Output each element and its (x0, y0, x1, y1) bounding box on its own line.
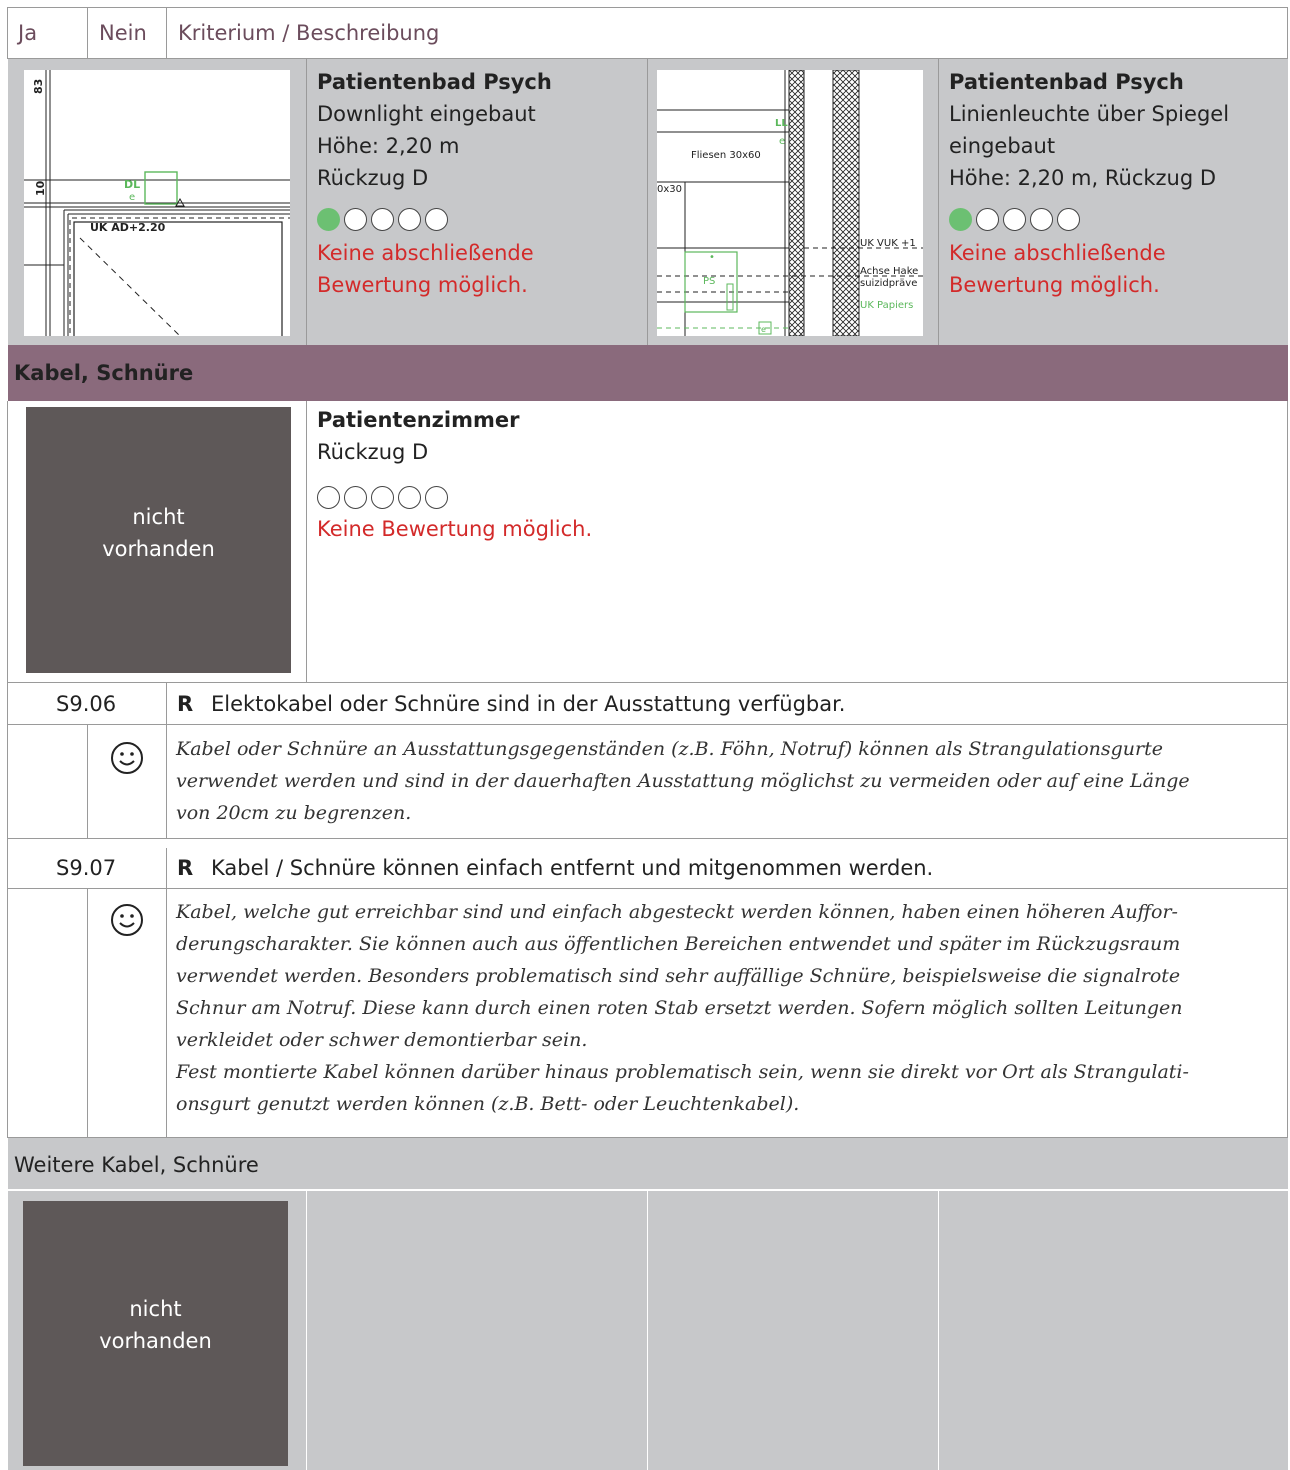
card-patientenbad-2 (949, 66, 1284, 301)
note-line: onsgurt genutzt werden können (z.B. Bett- oder Leuchtenkabel). (176, 1093, 800, 1115)
placeholder-box (23, 1201, 288, 1466)
rating-dot (949, 208, 972, 231)
rating-dots (949, 208, 1284, 231)
header-nein: Nein (99, 21, 147, 45)
uk-ad-label: UK AD+2.20 (90, 221, 166, 234)
rating-dot (1003, 208, 1026, 231)
floorplan-image-2 (657, 70, 923, 336)
criterion-note-row (7, 725, 1288, 839)
rating-dot (1030, 208, 1053, 231)
card-patientenzimmer (317, 404, 917, 545)
criterion-code: S9.07 (56, 856, 117, 880)
criterion-text: Kabel / Schnüre können einfach entfernt und mitgenommen werden. (211, 856, 934, 880)
note-line: von 20cm zu begrenzen. (176, 802, 412, 824)
rating-dot (371, 208, 394, 231)
rating-dot (425, 486, 448, 509)
rating-dot (344, 486, 367, 509)
card-line: Rückzug D (317, 166, 429, 190)
card-title: Patientenzimmer (317, 408, 520, 432)
rating-dots (317, 208, 637, 231)
section-header-kabel (8, 345, 1288, 401)
verdict-line: Keine abschließende (949, 241, 1166, 265)
criterion-prefix: R (177, 856, 194, 880)
section-title: Weitere Kabel, Schnüre (14, 1153, 259, 1177)
rating-dot (425, 208, 448, 231)
fliesen-label: Fliesen 30x60 (691, 150, 761, 161)
dim-83: 83 (32, 78, 45, 94)
note-line: Fest montierte Kabel können darüber hinaus problematisch sein, wenn sie direkt vor Ort als Strangulati- (176, 1061, 1189, 1083)
rating-dot (398, 486, 421, 509)
floorplan-image-1 (24, 70, 290, 336)
rating-dot (1057, 208, 1080, 231)
rating-dot (976, 208, 999, 231)
floorplan-drawing-1 (24, 70, 290, 336)
section-title: Kabel, Schnüre (14, 361, 194, 385)
header-ja: Ja (18, 21, 38, 45)
card-line: Höhe: 2,20 m, Rückzug D (949, 166, 1217, 190)
verdict-line: Bewertung möglich. (317, 273, 528, 297)
rating-dot (317, 486, 340, 509)
table-header (7, 7, 1288, 59)
card-line: Downlight eingebaut (317, 102, 536, 126)
criterion-prefix: R (177, 692, 194, 716)
note-line: Kabel oder Schnüre an Ausstattungsgegenständen (z.B. Föhn, Notruf) können als Strangulationsgurte (176, 738, 1163, 760)
dot-mark: • (709, 252, 715, 263)
rating-dot (398, 208, 421, 231)
note-line: derungscharakter. Sie können auch aus öffentlichen Bereichen entwendet und später im Rückzugsraum (176, 933, 1181, 955)
note-line: verwendet werden. Besonders problematisch sind sehr auffällige Schnüre, beispielsweise die signalrote (176, 965, 1181, 987)
dim-10: 10 (34, 180, 47, 196)
placeholder-box (26, 407, 291, 673)
mark-dl-sub: e (129, 192, 136, 203)
note-line: Kabel, welche gut erreichbar sind und einfach abgesteckt werden können, haben einen höheren Auffor- (176, 901, 1178, 923)
criterion-note (176, 896, 1281, 1120)
smiley-icon (110, 903, 144, 937)
floorplan-drawing-2 (657, 70, 923, 336)
rating-dot (371, 486, 394, 509)
mark-ll: LL (775, 118, 788, 129)
card-title: Patientenbad Psych (949, 70, 1184, 94)
card-line: Rückzug D (317, 440, 429, 464)
note-line: Schnur am Notruf. Diese kann durch einen roten Stab ersetzt werden. Sofern möglich sollten Leitungen (176, 997, 1183, 1019)
fliesen-label-2: 0x30 (657, 184, 683, 195)
card-line: eingebaut (949, 134, 1056, 158)
criterion-note (176, 733, 1281, 829)
mark-dl: DL (124, 178, 141, 191)
verdict-line: Keine abschließende (317, 241, 534, 265)
mark-e: e (761, 325, 766, 334)
section-header-weitere (8, 1138, 1288, 1190)
note-line: verkleidet oder schwer demontierbar sein. (176, 1029, 588, 1051)
uk-papier-label: UK Papiers (860, 300, 914, 311)
criterion-text: Elektokabel oder Schnüre sind in der Ausstattung verfügbar. (211, 692, 846, 716)
uk-vuk-label: UK VUK +1 (860, 238, 916, 249)
placeholder-line: nicht (132, 505, 185, 529)
card-patientenbad-1 (317, 66, 637, 301)
placeholder-line: vorhanden (99, 1329, 212, 1353)
verdict-line: Bewertung möglich. (949, 273, 1160, 297)
placeholder-line: vorhanden (102, 537, 215, 561)
note-line: verwendet werden und sind in der dauerhaften Ausstattung möglichst zu vermeiden oder auf eine Länge (176, 770, 1190, 792)
criterion-code: S9.06 (56, 692, 117, 716)
suizid-label: suizidpräve (860, 278, 918, 289)
rating-dots (317, 486, 917, 509)
card-line: Höhe: 2,20 m (317, 134, 460, 158)
placeholder-line: nicht (129, 1297, 182, 1321)
criterion-note-row (7, 889, 1288, 1138)
rating-dot (344, 208, 367, 231)
card-line: Linienleuchte über Spiegel (949, 102, 1230, 126)
header-kriterium: Kriterium / Beschreibung (178, 21, 440, 45)
rating-dot (317, 208, 340, 231)
criterion-row (7, 682, 1288, 725)
ps-label: PS (703, 276, 716, 287)
achse-label: Achse Hake (860, 266, 919, 277)
card-title: Patientenbad Psych (317, 70, 552, 94)
criterion-row (7, 848, 1288, 889)
verdict-line: Keine Bewertung möglich. (317, 517, 593, 541)
mark-ll-sub: e (779, 136, 786, 147)
smiley-icon (110, 741, 144, 775)
